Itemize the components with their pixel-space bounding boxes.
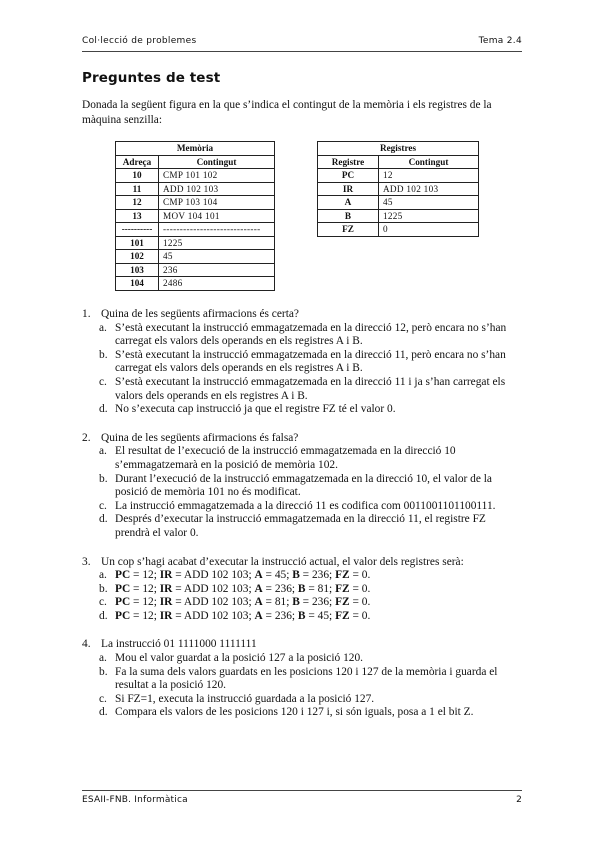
header-divider [82, 51, 522, 52]
option-text: Durant l’execució de la instrucció emmagatzemada en la direcció 10, el valor de la posició de memòria 101 no és modificat. [115, 472, 492, 499]
memory-row [116, 169, 275, 183]
memory-address: 13 [116, 209, 159, 223]
register-row [318, 196, 479, 210]
register-value: 0 [361, 609, 368, 622]
question-list [82, 308, 522, 735]
option-text: Si FZ=1, executa la instrucció guardada a la posició 127. [115, 692, 375, 705]
memory-address: 102 [116, 250, 159, 264]
registers-table-caption: Registres [318, 142, 479, 156]
answer-option: d. PC = 12; IR = ADD 102 103; A = 236; B = 45; FZ = 0. [99, 609, 371, 622]
register-row [318, 223, 479, 237]
register-label: FZ [335, 569, 350, 582]
option-text: No s’executa cap instrucció ja que el registre FZ té el valor 0. [115, 403, 396, 416]
register-value: 81 [317, 582, 330, 595]
question-text: La instrucció 01 1111000 1111111 [101, 638, 257, 651]
question-text: Quina de les següents afirmacions és certa? [101, 308, 299, 320]
answer-option [82, 706, 522, 720]
memory-row [116, 263, 275, 277]
option-text: Fa la suma dels valors guardats en les posicions 120 i 127 de la memòria i guarda el resultat a la posició 120. [115, 665, 498, 692]
answer-option [82, 322, 522, 349]
page-number: 2 [516, 795, 522, 805]
memory-content: 1225 [159, 236, 275, 250]
memory-row [116, 277, 275, 291]
answer-options [82, 569, 522, 623]
option-letter: c. [99, 596, 107, 609]
intro-paragraph: Donada la següent figura en la que s’indica el contingut de la memòria i els registres de la màquina senzilla: [82, 99, 492, 126]
memory-row [116, 182, 275, 196]
memory-row [116, 236, 275, 250]
register-label: B [292, 569, 300, 582]
register-value: 12 [142, 596, 154, 609]
answer-options [82, 445, 522, 540]
question-3 [82, 556, 522, 624]
register-value: 236 [311, 569, 330, 582]
option-letter: d. [99, 706, 108, 719]
answer-option [82, 693, 522, 707]
register-label: IR [159, 596, 173, 609]
register-value: 81 [274, 596, 287, 609]
header-collection-title: Col·lecció de problemes [82, 36, 197, 46]
question-number: 1. [82, 308, 91, 320]
register-value: 236 [274, 582, 292, 595]
option-text: S’està executant la instrucció emmagatzemada en la direcció 12, però encara no s’han carregat els valors dels operands en els registres A i B. [115, 321, 507, 348]
register-label: B [297, 609, 306, 622]
option-letter: b. [99, 472, 108, 485]
header-topic: Tema 2.4 [478, 36, 522, 46]
register-label: PC [115, 596, 131, 609]
memory-content: MOV 104 101 [159, 209, 275, 223]
option-text: Després d’executar la instrucció emmagatzemada en la direcció 11, el registre FZ prendrà el valor 0. [115, 513, 486, 539]
footer-course: ESAII-FNB. Informàtica [82, 795, 188, 805]
option-letter: c. [99, 499, 107, 512]
memory-col-address: Adreça [116, 155, 159, 169]
answer-option: a. PC = 12; IR = ADD 102 103; A = 45; B = 236; FZ = 0. [99, 569, 371, 582]
answer-option [82, 445, 522, 472]
register-row [318, 209, 479, 223]
question-stem [82, 556, 522, 570]
register-value: 0 [361, 596, 368, 609]
register-name: PC [318, 169, 379, 183]
question-1 [82, 308, 522, 417]
question-number: 2. [82, 431, 91, 444]
question-2 [82, 432, 522, 541]
answer-option [82, 403, 522, 417]
register-label: A [254, 609, 263, 622]
register-value: ADD 102 103 [183, 596, 249, 609]
memory-col-content: Contingut [159, 155, 275, 169]
memory-address: ---------- [116, 223, 159, 237]
register-label: B [297, 582, 306, 595]
answer-option: c. PC = 12; IR = ADD 102 103; A = 81; B = 236; FZ = 0. [99, 596, 371, 609]
register-label: IR [159, 569, 173, 582]
option-letter: d. [99, 513, 108, 526]
register-value: 12 [142, 609, 154, 622]
register-value: ADD 102 103 [183, 569, 249, 582]
option-letter: a. [99, 321, 107, 334]
memory-content: 236 [159, 263, 275, 277]
answer-option [82, 473, 522, 500]
memory-content: 2486 [159, 277, 275, 291]
register-label: FZ [335, 582, 350, 595]
section-title: Preguntes de test [82, 70, 221, 86]
option-text: La instrucció emmagatzemada a la direcció 11 es codifica com 0011001101100111. [115, 499, 496, 512]
register-value: 45 [317, 609, 330, 622]
answer-option [82, 349, 522, 376]
option-letter: b. [99, 665, 108, 678]
memory-address: 10 [116, 169, 159, 183]
memory-row [116, 196, 275, 210]
register-label: A [254, 582, 263, 595]
question-number: 4. [82, 638, 91, 651]
memory-address: 11 [116, 182, 159, 196]
register-name: IR [318, 182, 379, 196]
question-stem [82, 638, 522, 652]
register-row [318, 169, 479, 183]
register-label: PC [115, 569, 131, 582]
memory-content: CMP 103 104 [159, 196, 275, 210]
register-content: 12 [379, 169, 479, 183]
footer-divider [82, 790, 522, 791]
option-letter: a. [99, 445, 107, 458]
register-value: 12 [142, 569, 154, 582]
option-letter: b. [99, 582, 108, 595]
option-text: Compara els valors de les posicions 120 i 127 i, si són iguals, posa a 1 el bit Z. [115, 706, 474, 719]
memory-content: 45 [159, 250, 275, 264]
register-label: FZ [335, 609, 350, 622]
register-label: A [254, 569, 263, 582]
memory-row [116, 223, 275, 237]
option-letter: c. [99, 375, 107, 388]
answer-option [82, 652, 522, 666]
question-text: Un cop s’hagi acabat d’executar la instrucció actual, el valor dels registres serà: [101, 555, 464, 568]
option-letter: a. [99, 569, 107, 582]
answer-options [82, 322, 522, 417]
register-label: IR [159, 582, 173, 595]
answer-options [82, 652, 522, 720]
registers-col-register: Registre [318, 155, 379, 169]
page-footer [82, 795, 522, 809]
memory-row [116, 250, 275, 264]
option-letter: d. [99, 609, 108, 622]
page-header [82, 36, 522, 50]
register-label: PC [115, 609, 131, 622]
register-name: FZ [318, 223, 379, 237]
registers-table [317, 141, 479, 237]
question-number: 3. [82, 555, 91, 568]
register-label: IR [159, 609, 173, 622]
register-value: 12 [142, 582, 154, 595]
memory-table [115, 141, 275, 291]
question-4 [82, 638, 522, 720]
memory-content: ----------------------------- [159, 223, 275, 237]
option-letter: c. [99, 692, 107, 705]
register-row [318, 182, 479, 196]
registers-col-content: Contingut [379, 155, 479, 169]
register-content: 0 [379, 223, 479, 237]
register-name: B [318, 209, 379, 223]
register-content: 45 [379, 196, 479, 210]
memory-address: 101 [116, 236, 159, 250]
answer-option: b. PC = 12; IR = ADD 102 103; A = 236; B = 81; FZ = 0. [99, 582, 371, 595]
question-stem [82, 432, 522, 446]
memory-row [116, 209, 275, 223]
option-text: El resultat de l’execució de la instrucció emmagatzemada en la direcció 10 s’emmagatzemarà en la posició de memòria 102. [115, 445, 456, 471]
register-label: B [292, 596, 300, 609]
option-text: Mou el valor guardat a la posició 127 a la posició 120. [115, 652, 364, 665]
option-letter: d. [99, 403, 108, 416]
answer-option [82, 513, 522, 540]
register-label: FZ [335, 596, 350, 609]
option-text: S’està executant la instrucció emmagatzemada en la direcció 11 i ja s’han carregat els valors dels operands en els registres A i B. [115, 375, 506, 402]
question-text: Quina de les següents afirmacions és falsa? [101, 431, 299, 444]
register-value: 236 [311, 596, 330, 609]
register-value: ADD 102 103 [183, 582, 249, 595]
option-letter: b. [99, 348, 108, 361]
memory-address: 103 [116, 263, 159, 277]
register-name: A [318, 196, 379, 210]
register-content: 1225 [379, 209, 479, 223]
register-value: ADD 102 103 [183, 609, 249, 622]
register-value: 236 [274, 609, 292, 622]
question-stem [82, 308, 522, 322]
memory-content: ADD 102 103 [159, 182, 275, 196]
register-value: 0 [361, 582, 368, 595]
memory-address: 12 [116, 196, 159, 210]
memory-table-caption: Memòria [116, 142, 275, 156]
memory-address: 104 [116, 277, 159, 291]
register-value: 0 [361, 569, 368, 582]
register-content: ADD 102 103 [379, 182, 479, 196]
register-label: A [254, 596, 263, 609]
option-text: S’està executant la instrucció emmagatzemada en la direcció 11, però encara no s’han carregat els valors dels operands en els registres A i B. [115, 348, 506, 375]
answer-option [82, 666, 522, 693]
option-letter: a. [99, 652, 107, 665]
answer-option [82, 500, 522, 514]
register-label: PC [115, 582, 131, 595]
memory-content: CMP 101 102 [159, 169, 275, 183]
answer-option [82, 376, 522, 403]
register-value: 45 [274, 569, 287, 582]
